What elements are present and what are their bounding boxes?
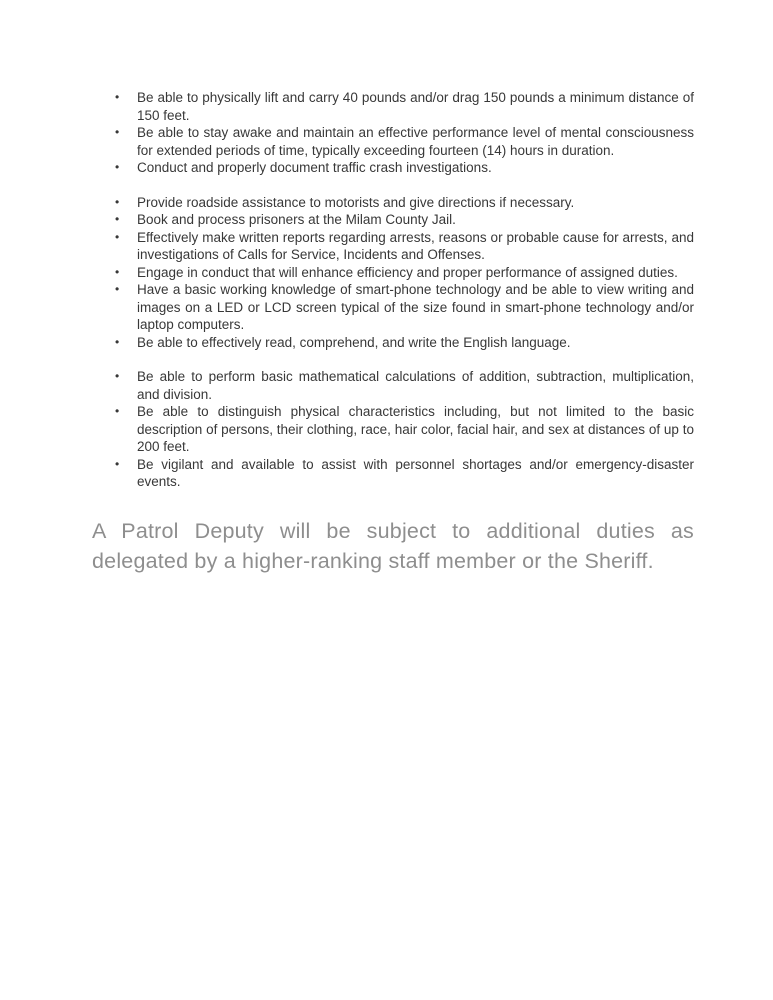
- list-item: [92, 334, 694, 352]
- bullet-icon: •: [115, 334, 120, 349]
- duty-list-group-3: [92, 368, 694, 491]
- bullet-text: Be able to perform basic mathematical calculations of addition, subtraction, multiplication, and division.: [137, 369, 694, 402]
- list-item: [92, 229, 694, 264]
- bullet-text: Provide roadside assistance to motorists and give directions if necessary.: [137, 194, 575, 210]
- list-item: [92, 403, 694, 456]
- list-item: [92, 264, 694, 282]
- bullet-icon: •: [115, 369, 120, 383]
- bullet-text: Have a basic working knowledge of smart-phone technology and be able to view writing and images on a LED or LCD screen typical of the size found in smart-phone technology and/or laptop computers.: [137, 282, 694, 332]
- list-item: [92, 456, 694, 491]
- duty-list-group-1: [92, 89, 694, 177]
- list-item: [92, 368, 694, 403]
- closing-note: A Patrol Deputy will be subject to additional duties as delegated by a higher-ranking staff member or the Sheriff.: [92, 518, 694, 573]
- bullet-icon: •: [115, 229, 120, 244]
- list-item: [92, 281, 694, 334]
- bullet-text: Effectively make written reports regarding arrests, reasons or probable cause for arrests, and investigations of Calls for Service, Incidents and Offenses.: [137, 229, 694, 262]
- bullet-text: Be able to effectively read, comprehend, and write the English language.: [137, 334, 571, 350]
- bullet-text: Be able to stay awake and maintain an effective performance level of mental consciousness for extended periods of time, typically exceeding fourteen (14) hours in duration.: [137, 125, 694, 158]
- bullet-text: Be able to physically lift and carry 40 pounds and/or drag 150 pounds a minimum distance of 150 feet.: [137, 90, 694, 123]
- bullet-text: Conduct and properly document traffic crash investigations.: [137, 160, 492, 175]
- list-item: [92, 159, 694, 177]
- duty-list-group-2: [92, 194, 694, 352]
- bullet-icon: •: [115, 404, 120, 418]
- list-item: [92, 89, 694, 124]
- bullet-icon: •: [115, 194, 120, 209]
- bullet-text: Book and process prisoners at the Milam County Jail.: [137, 212, 456, 227]
- bullet-icon: •: [115, 125, 120, 139]
- list-item: [92, 124, 694, 159]
- list-item: [92, 211, 694, 229]
- bullet-icon: •: [115, 212, 120, 226]
- bullet-icon: •: [115, 456, 120, 471]
- bullet-icon: •: [115, 264, 120, 279]
- bullet-text: Engage in conduct that will enhance efficiency and proper performance of assigned duties.: [137, 264, 678, 280]
- bullet-text: Be vigilant and available to assist with personnel shortages and/or emergency-disaster events.: [137, 456, 694, 489]
- bullet-icon: •: [115, 282, 120, 296]
- list-item: [92, 194, 694, 212]
- bullet-icon: •: [115, 160, 120, 174]
- bullet-text: Be able to distinguish physical characteristics including, but not limited to the basic description of persons, their clothing, race, hair color, facial hair, and sex at distances of up to 200 feet.: [137, 404, 694, 454]
- bullet-icon: •: [115, 90, 120, 104]
